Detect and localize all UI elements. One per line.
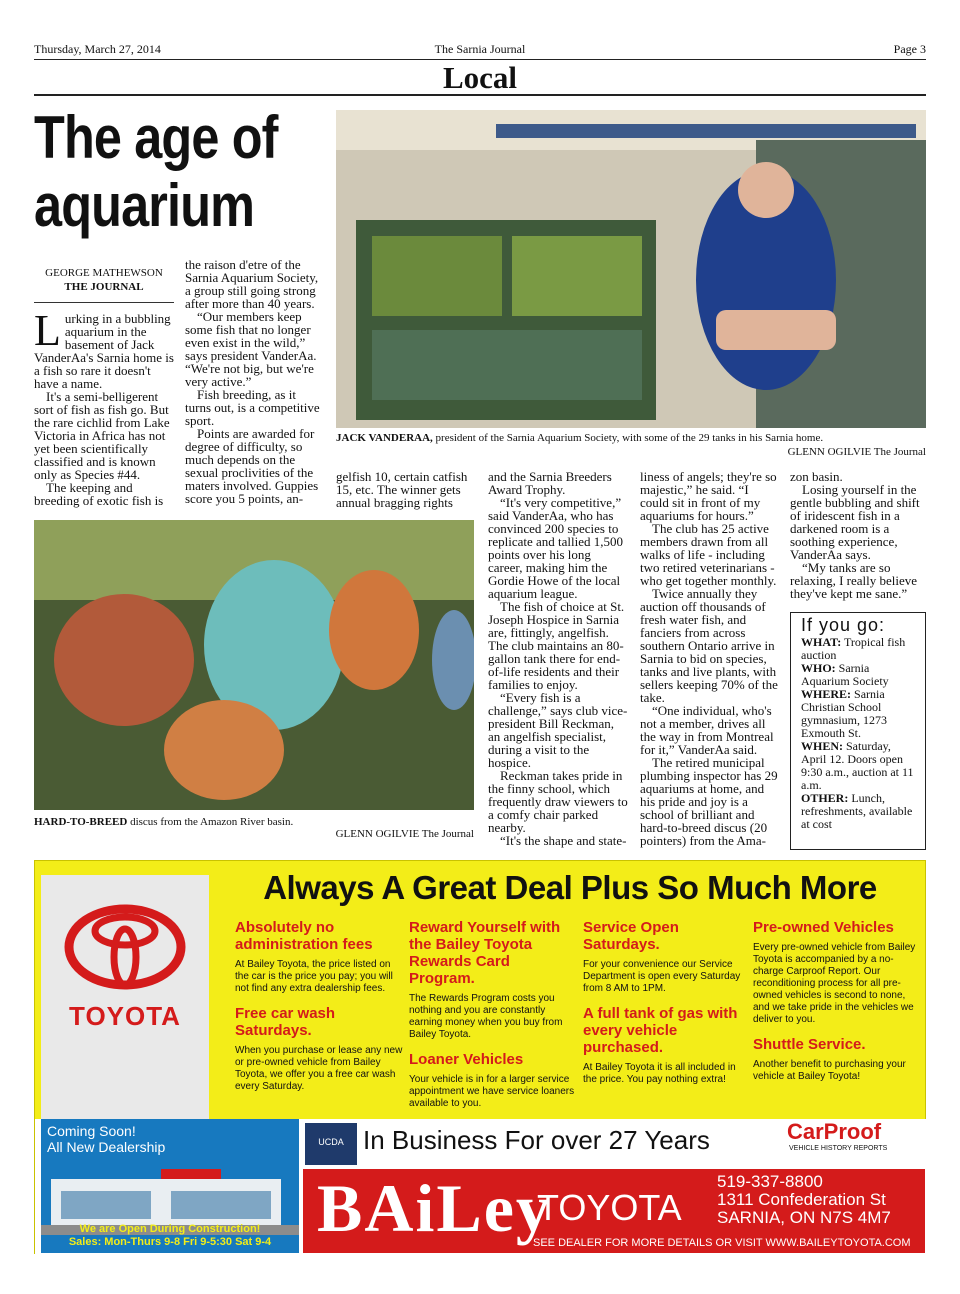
- article-column-3: [336, 470, 474, 509]
- ad-section-text: When you purchase or lease any new or pre-owned vehicle from Bailey Toyota, we offer you a free car wash every Saturday.: [235, 1045, 403, 1092]
- ad-section-text: Your vehicle is in for a larger service appointment we have service loaners available to you.: [409, 1074, 575, 1109]
- if-you-go-box: [790, 612, 926, 850]
- paper-name: The Sarnia Journal: [434, 42, 526, 56]
- toyota-logo-panel: [41, 875, 209, 1121]
- masthead: [34, 40, 926, 60]
- ad-column-1: [235, 919, 403, 1103]
- sidebar-label: OTHER:: [801, 791, 849, 805]
- ad-section-title: Shuttle Service.: [753, 1036, 866, 1053]
- dealer-address: 1311 Confederation St: [717, 1190, 886, 1209]
- caption-text: discus from the Amazon River basin.: [127, 816, 294, 828]
- paragraph: “It's the shape and state-: [500, 833, 627, 848]
- ad-section-text: Every pre-owned vehicle from Bailey Toyota is accompanied by a no-charge Carproof Report. Our reconditioning process for all pre-owned vehicles is second to none, and we take pride in the vehicles we deliver to you.: [753, 942, 916, 1025]
- carproof-logo: CarProof: [787, 1119, 882, 1144]
- sidebar-text: Sarnia Christian School gymnasium, 1273 Exmouth St.: [801, 687, 887, 740]
- coming-soon-panel: [41, 1119, 299, 1253]
- dealer-contact: [717, 1173, 891, 1227]
- paragraph: The retired municipal plumbing inspector has 29 aquariums at home, and his pride and joy is a school of brilliant and hard-to-breed discus (20 pointers) from the Ama-: [640, 755, 778, 848]
- paragraph: The keeping and breeding of exotic fish is: [34, 480, 164, 508]
- business-years: In Business For over 27 Years: [363, 1125, 710, 1155]
- sidebar-label: WHERE:: [801, 687, 852, 701]
- article-column-6: [790, 470, 926, 600]
- byline-name: GEORGE MATHEWSON: [45, 267, 163, 279]
- paragraph: and the Sarnia Breeders Award Trophy.: [488, 469, 612, 497]
- ucda-badge: [305, 1123, 357, 1165]
- credit-outlet: The Journal: [419, 828, 474, 840]
- paragraph: It's a semi-belligerent sort of fish as fish go. But the rare cichlid from Lake Victoria in Africa has not yet been scientifically classified and is known only as Species #44.: [34, 389, 170, 482]
- byline-rule: [34, 302, 174, 303]
- paragraph: gelfish 10, certain catfish 15, etc. The winner gets annual bragging rights: [336, 469, 468, 510]
- paragraph: “One individual, who's not a member, drives all the way in from Montreal for it,” VanderAa said.: [640, 703, 774, 757]
- sidebar-item: [801, 688, 915, 740]
- ad-section-title: Absolutely no administration fees: [235, 919, 373, 953]
- bailey-logo: BAiLey: [317, 1170, 552, 1246]
- coming-soon-line: All New Dealership: [47, 1139, 166, 1155]
- carproof-subtitle: VEHICLE HISTORY REPORTS: [789, 1145, 888, 1152]
- bailey-toyota-ad: [34, 860, 926, 1254]
- sidebar-label: WHEN:: [801, 739, 843, 753]
- sidebar-title: If you go:: [801, 615, 886, 635]
- sidebar-item: [801, 636, 915, 662]
- ad-column-2: [409, 919, 577, 1120]
- photo-credit-top: [700, 446, 926, 458]
- ad-section-title: Service Open Saturdays.: [583, 919, 679, 953]
- carproof-badge: [787, 1119, 921, 1163]
- caption-text: president of the Sarnia Aquarium Society, with some of the 29 tanks in his Sarnia home.: [432, 432, 824, 444]
- byline-outlet: THE JOURNAL: [64, 281, 144, 293]
- ad-section-text: Another benefit to purchasing your vehicle at Bailey Toyota!: [753, 1059, 906, 1082]
- drop-cap: L: [34, 306, 61, 355]
- paragraph: “My tanks are so relaxing, I really believe they've kept me sane.”: [790, 560, 918, 601]
- ucda-label: UCDA: [318, 1137, 344, 1147]
- photo-discus: [34, 520, 474, 810]
- ad-column-4: [753, 919, 921, 1093]
- dealer-city: SARNIA, ON N7S 4M7: [717, 1208, 891, 1227]
- dealer-bar: [303, 1169, 925, 1253]
- paragraph: Fish breeding, as it turns out, is a competitive sport.: [185, 387, 320, 428]
- sidebar-label: WHAT:: [801, 635, 842, 649]
- paragraph: “Our members keep some fish that no longer even exist in the wild,” says president VanderAa. “We're not big, but we're very active.”: [185, 309, 317, 389]
- ad-footer: [35, 1119, 927, 1255]
- byline: [34, 266, 174, 303]
- toyota-word: TOYOTA: [537, 1187, 682, 1228]
- paragraph: Reckman takes pride in the finny school, which frequently draw viewers to a comfy chair parked nearby.: [488, 768, 628, 835]
- credit-name: GLENN OGILVIE: [335, 828, 420, 840]
- credit-name: GLENN OGILVIE: [787, 446, 872, 458]
- dealer-website[interactable]: SEE DEALER FOR MORE DETAILS OR VISIT WWW.BAILEYTOYOTA.COM: [533, 1237, 911, 1249]
- ad-section-title: Loaner Vehicles: [409, 1051, 524, 1068]
- article-headline: The age of aquarium: [34, 104, 278, 239]
- paragraph: The fish of choice at St. Joseph Hospice in Sarnia are, fittingly, angelfish. The club maintains an 80-gallon tank there for end-of-life residents and their families to enjoy.: [488, 599, 625, 692]
- paragraph: Points are awarded for degree of difficulty, so much depends on the sexual proclivities of the maters involved. Guppies score you 5 points, an-: [185, 426, 319, 506]
- sidebar-text: Sarnia Aquarium Society: [801, 661, 889, 688]
- ad-section-text: The Rewards Program costs you nothing and you are constantly earning money when you buy from Bailey Toyota.: [409, 993, 563, 1040]
- caption-subject: HARD-TO-BREED: [34, 816, 128, 828]
- photo-vanderaa: [336, 110, 926, 428]
- ad-section-text: At Bailey Toyota it is all included in the price. You pay nothing extra!: [583, 1062, 736, 1085]
- section-title: Local: [34, 60, 926, 96]
- sidebar-item: [801, 740, 915, 792]
- sidebar-text: Lunch, refreshments, available at cost: [801, 791, 913, 831]
- article-column-5: [640, 470, 780, 847]
- issue-date: Thursday, March 27, 2014: [34, 42, 161, 56]
- coming-soon-text: [47, 1123, 165, 1155]
- article-column-1: [34, 306, 174, 508]
- sidebar-text: Saturday, April 12. Doors open 9:30 a.m., auction at 11 a.m.: [801, 739, 914, 792]
- page-number: Page 3: [893, 42, 926, 56]
- paragraph: the raison d'etre of the Sarnia Aquarium Society, a group still going strong after more than 40 years.: [185, 257, 319, 311]
- paragraph: liness of angels; they're so majestic,” he said. “I could sit in front of my aquariums for hours.”: [640, 469, 777, 523]
- sidebar-text: Tropical fish auction: [801, 635, 906, 662]
- ad-section-title: Reward Yourself with the Bailey Toyota Rewards Card Program.: [409, 919, 561, 987]
- construction-line: Sales: Mon-Thurs 9-8 Fri 9-5:30 Sat 9-4: [68, 1236, 272, 1248]
- ad-section-title: Free car wash Saturdays.: [235, 1005, 336, 1039]
- paragraph: The club has 25 active members drawn from all walks of life - including two retired veterinarians - who get together monthly.: [640, 521, 777, 588]
- photo-credit-bottom: [250, 828, 474, 840]
- toyota-emblem-icon: [41, 891, 209, 1011]
- ad-section-title: A full tank of gas with every vehicle purchased.: [583, 1005, 738, 1056]
- coming-soon-line: Coming Soon!: [47, 1123, 136, 1139]
- paragraph: zon basin.: [790, 469, 843, 484]
- discus-fish-illustration: [34, 520, 474, 810]
- article-column-4: [488, 470, 628, 847]
- dealer-phone[interactable]: 519-337-8800: [717, 1172, 823, 1191]
- ad-section-text: At Bailey Toyota, the price listed on the car is the price you pay; you will not find any extra dealership fees.: [235, 959, 393, 994]
- construction-text: [41, 1223, 299, 1249]
- article-column-2: [185, 258, 325, 505]
- photo-caption-top: [336, 432, 926, 445]
- ad-section-title: Pre-owned Vehicles: [753, 919, 894, 936]
- ad-section-text: For your convenience our Service Department is open every Saturday from 8 AM to 1PM.: [583, 959, 741, 994]
- sidebar-item: [801, 792, 915, 831]
- paragraph: Losing yourself in the gentle bubbling and shift of iridescent fish in a darkened room is a soothing experience, VanderAa says.: [790, 482, 920, 562]
- credit-outlet: The Journal: [871, 446, 926, 458]
- paragraph: urking in a bubbling aquarium in the basement of Jack VanderAa's Sarnia home is a fish so rare it doesn't have a name.: [34, 311, 174, 391]
- ad-headline: Always A Great Deal Plus So Much More: [263, 869, 877, 906]
- paragraph: “It's very competitive,” said VanderAa, who has convinced 200 species to replicate and tallied 1,500 points over his long career, making him the Gordie Howe of the local aquarium league.: [488, 495, 624, 601]
- ad-column-3: [583, 919, 751, 1096]
- toyota-logo-word: TOYOTA: [69, 1001, 181, 1031]
- paragraph: Twice annually they auction off thousands of fresh water fish, and fanciers from across southern Ontario arrive in Sarnia to bid on species, tanks and live plants, with sellers keeping 70% of the take.: [640, 586, 778, 705]
- sidebar-item: [801, 662, 915, 688]
- caption-subject: JACK VANDERAA,: [336, 432, 433, 444]
- construction-line: We are Open During Construction!: [79, 1223, 261, 1235]
- paragraph: “Every fish is a challenge,” says club vice-president Bill Reckman, an angelfish specialist, during a visit to the hospice.: [488, 690, 628, 770]
- sidebar-label: WHO:: [801, 661, 836, 675]
- aquarium-room-illustration: [336, 110, 926, 428]
